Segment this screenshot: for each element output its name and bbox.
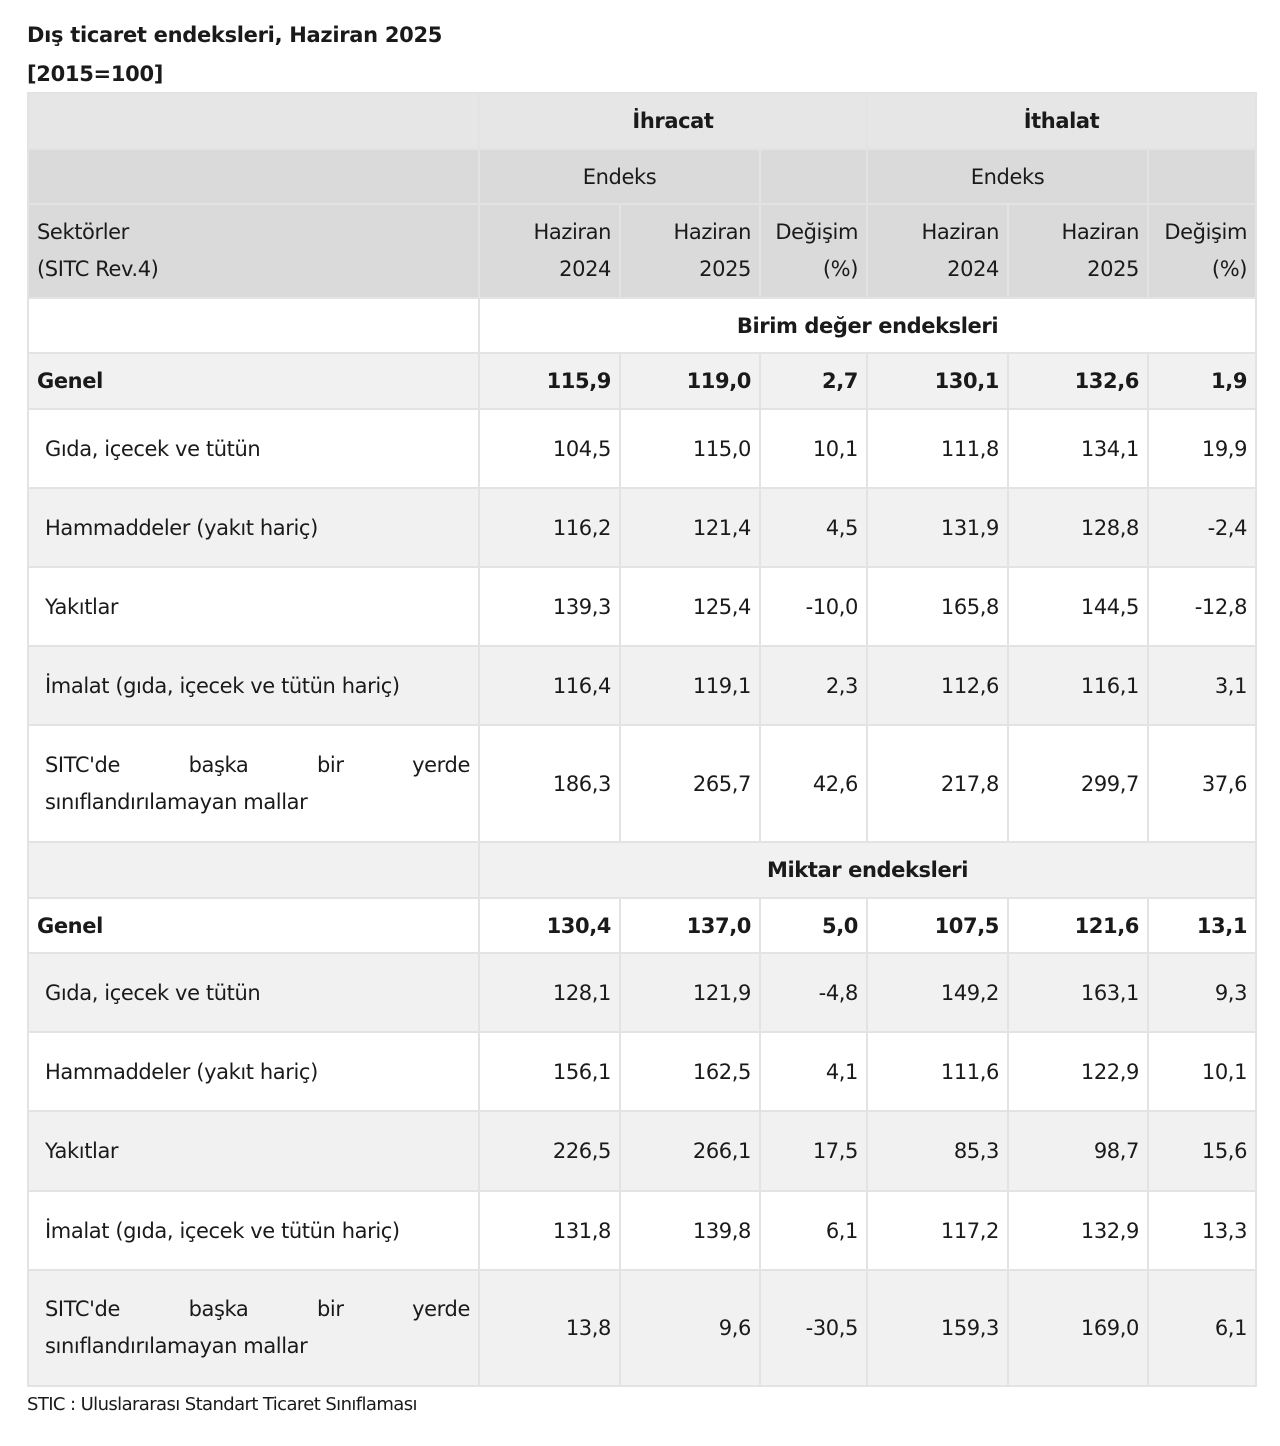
header-label: Haziran xyxy=(533,220,611,244)
cell-export-2025: 265,7 xyxy=(620,725,760,842)
header-import: İthalat xyxy=(867,93,1256,149)
footnote: STIC : Uluslararası Standart Ticaret Sınıflaması xyxy=(27,1394,417,1415)
cell-export-change: 6,1 xyxy=(760,1191,867,1270)
cell-import-2024: 107,5 xyxy=(867,898,1008,953)
cell-export-change: 2,7 xyxy=(760,353,867,409)
table-row xyxy=(28,1191,1256,1270)
cell-import-2024: 217,8 xyxy=(867,725,1008,842)
cell-import-2025: 121,6 xyxy=(1008,898,1148,953)
section-empty-cell xyxy=(28,298,479,353)
header-empty-cell xyxy=(1148,149,1256,204)
table-row xyxy=(28,646,1256,725)
cell-import-2025: 163,1 xyxy=(1008,953,1148,1032)
header-empty-cell xyxy=(28,149,479,204)
cell-export-2025: 139,8 xyxy=(620,1191,760,1270)
cell-export-2025: 266,1 xyxy=(620,1111,760,1191)
row-label: Hammaddeler (yakıt hariç) xyxy=(28,488,479,567)
table-subtitle: [2015=100] xyxy=(27,62,164,86)
cell-export-2024: 128,1 xyxy=(479,953,620,1032)
section-header-row xyxy=(28,298,1256,353)
header-row-index xyxy=(28,149,1256,204)
table-row xyxy=(28,725,1256,842)
cell-export-2024: 115,9 xyxy=(479,353,620,409)
row-label: SITC'de başka bir yerde sınıflandırılamayan mallar xyxy=(28,725,479,842)
cell-import-2024: 130,1 xyxy=(867,353,1008,409)
header-import-index: Endeks xyxy=(867,149,1148,204)
section-empty-cell xyxy=(28,842,479,898)
cell-import-change: 10,1 xyxy=(1148,1032,1256,1111)
table-row xyxy=(28,1032,1256,1111)
row-label: Hammaddeler (yakıt hariç) xyxy=(28,1032,479,1111)
cell-export-2025: 162,5 xyxy=(620,1032,760,1111)
table-row xyxy=(28,1270,1256,1386)
header-label: 2024 xyxy=(559,257,611,281)
cell-export-2025: 119,0 xyxy=(620,353,760,409)
cell-export-change: 4,1 xyxy=(760,1032,867,1111)
header-sector-line1: Sektörler xyxy=(37,220,129,244)
cell-import-2024: 117,2 xyxy=(867,1191,1008,1270)
cell-export-2025: 9,6 xyxy=(620,1270,760,1386)
table-row xyxy=(28,567,1256,646)
table-row-total xyxy=(28,898,1256,953)
cell-export-2024: 104,5 xyxy=(479,409,620,488)
cell-export-2025: 137,0 xyxy=(620,898,760,953)
header-empty-cell xyxy=(760,149,867,204)
row-label: SITC'de başka bir yerde sınıflandırılamayan mallar xyxy=(28,1270,479,1386)
cell-import-2024: 131,9 xyxy=(867,488,1008,567)
section-header-row xyxy=(28,842,1256,898)
cell-export-2025: 121,9 xyxy=(620,953,760,1032)
cell-import-2025: 169,0 xyxy=(1008,1270,1148,1386)
table-row xyxy=(28,409,1256,488)
header-export-2025 xyxy=(620,204,760,298)
header-label: (%) xyxy=(1211,257,1248,281)
cell-import-change: 1,9 xyxy=(1148,353,1256,409)
cell-import-2024: 149,2 xyxy=(867,953,1008,1032)
cell-export-change: 2,3 xyxy=(760,646,867,725)
header-export-2024 xyxy=(479,204,620,298)
cell-import-change: 19,9 xyxy=(1148,409,1256,488)
header-label: 2025 xyxy=(1087,257,1140,281)
cell-export-2024: 131,8 xyxy=(479,1191,620,1270)
row-label: Yakıtlar xyxy=(28,1111,479,1191)
header-export-index: Endeks xyxy=(479,149,760,204)
cell-import-2024: 165,8 xyxy=(867,567,1008,646)
cell-import-2024: 85,3 xyxy=(867,1111,1008,1191)
cell-export-2025: 121,4 xyxy=(620,488,760,567)
cell-export-2024: 116,4 xyxy=(479,646,620,725)
header-export: İhracat xyxy=(479,93,867,149)
row-label: Genel xyxy=(28,898,479,953)
cell-export-2025: 115,0 xyxy=(620,409,760,488)
cell-import-change: 9,3 xyxy=(1148,953,1256,1032)
header-label: Haziran xyxy=(1061,220,1140,244)
cell-import-2025: 299,7 xyxy=(1008,725,1148,842)
cell-import-change: 13,1 xyxy=(1148,898,1256,953)
trade-index-table xyxy=(27,92,1257,1387)
cell-export-2025: 119,1 xyxy=(620,646,760,725)
header-label: Değişim xyxy=(775,220,859,244)
cell-import-2025: 134,1 xyxy=(1008,409,1148,488)
row-label: Gıda, içecek ve tütün xyxy=(28,409,479,488)
cell-import-2025: 116,1 xyxy=(1008,646,1148,725)
cell-export-2024: 130,4 xyxy=(479,898,620,953)
cell-export-change: -30,5 xyxy=(760,1270,867,1386)
row-label: İmalat (gıda, içecek ve tütün hariç) xyxy=(28,646,479,725)
cell-import-2025: 128,8 xyxy=(1008,488,1148,567)
table-row xyxy=(28,1111,1256,1191)
section-title: Miktar endeksleri xyxy=(479,842,1256,898)
cell-import-change: 15,6 xyxy=(1148,1111,1256,1191)
cell-export-2025: 125,4 xyxy=(620,567,760,646)
cell-import-change: 3,1 xyxy=(1148,646,1256,725)
table-row xyxy=(28,488,1256,567)
cell-export-change: 10,1 xyxy=(760,409,867,488)
cell-import-2025: 132,9 xyxy=(1008,1191,1148,1270)
cell-import-change: 37,6 xyxy=(1148,725,1256,842)
cell-export-change: 4,5 xyxy=(760,488,867,567)
cell-export-2024: 13,8 xyxy=(479,1270,620,1386)
cell-import-change: -12,8 xyxy=(1148,567,1256,646)
row-label: İmalat (gıda, içecek ve tütün hariç) xyxy=(28,1191,479,1270)
section-title: Birim değer endeksleri xyxy=(479,298,1256,353)
cell-export-2024: 139,3 xyxy=(479,567,620,646)
header-sector xyxy=(28,204,479,298)
header-row-groups xyxy=(28,93,1256,149)
cell-export-2024: 186,3 xyxy=(479,725,620,842)
header-empty-cell xyxy=(28,93,479,149)
header-label: Değişim xyxy=(1164,220,1248,244)
cell-import-2024: 111,6 xyxy=(867,1032,1008,1111)
cell-export-change: 42,6 xyxy=(760,725,867,842)
row-label: Gıda, içecek ve tütün xyxy=(28,953,479,1032)
header-label: Haziran xyxy=(921,220,1000,244)
cell-import-change: 13,3 xyxy=(1148,1191,1256,1270)
cell-import-2024: 111,8 xyxy=(867,409,1008,488)
cell-export-change: -4,8 xyxy=(760,953,867,1032)
header-label: Haziran xyxy=(673,220,751,244)
table-row-total xyxy=(28,353,1256,409)
cell-export-2024: 116,2 xyxy=(479,488,620,567)
cell-import-2025: 98,7 xyxy=(1008,1111,1148,1191)
table-title: Dış ticaret endeksleri, Haziran 2025 xyxy=(27,23,443,47)
cell-export-2024: 156,1 xyxy=(479,1032,620,1111)
header-sector-line2: (SITC Rev.4) xyxy=(37,257,159,281)
cell-import-2025: 132,6 xyxy=(1008,353,1148,409)
header-label: 2025 xyxy=(699,257,751,281)
cell-export-change: 5,0 xyxy=(760,898,867,953)
cell-import-2025: 144,5 xyxy=(1008,567,1148,646)
cell-import-change: -2,4 xyxy=(1148,488,1256,567)
cell-import-2025: 122,9 xyxy=(1008,1032,1148,1111)
row-label: Genel xyxy=(28,353,479,409)
header-import-change xyxy=(1148,204,1256,298)
header-export-change xyxy=(760,204,867,298)
cell-import-change: 6,1 xyxy=(1148,1270,1256,1386)
header-label: 2024 xyxy=(947,257,1000,281)
cell-export-change: 17,5 xyxy=(760,1111,867,1191)
cell-export-2024: 226,5 xyxy=(479,1111,620,1191)
header-label: (%) xyxy=(822,257,859,281)
header-row-columns xyxy=(28,204,1256,298)
row-label: Yakıtlar xyxy=(28,567,479,646)
cell-import-2024: 112,6 xyxy=(867,646,1008,725)
cell-export-change: -10,0 xyxy=(760,567,867,646)
header-import-2024 xyxy=(867,204,1008,298)
header-import-2025 xyxy=(1008,204,1148,298)
cell-import-2024: 159,3 xyxy=(867,1270,1008,1386)
table-row xyxy=(28,953,1256,1032)
